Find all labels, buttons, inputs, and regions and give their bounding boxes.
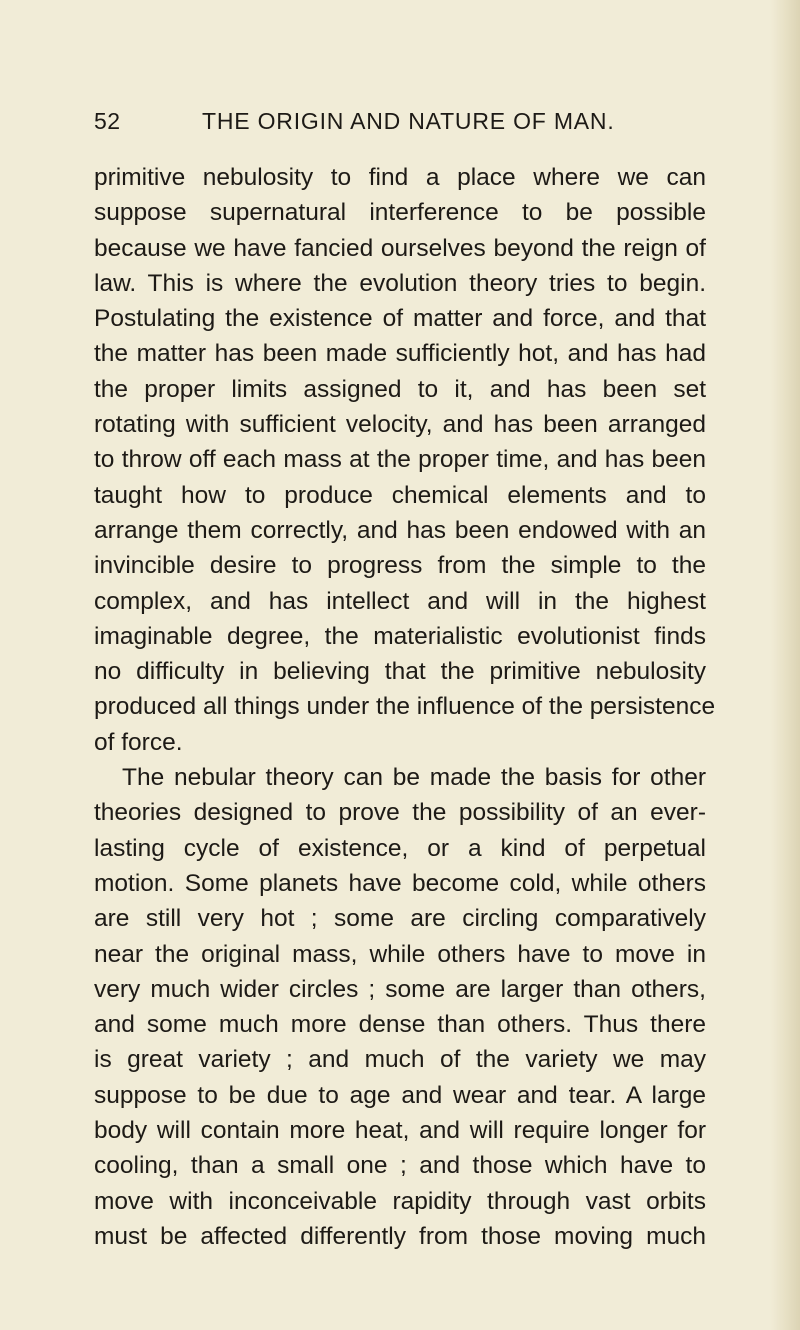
text-line: is great variety ; and much of the variety we may — [94, 1046, 706, 1074]
text-line: imaginable degree, the materialistic evolutionist finds — [94, 622, 706, 650]
running-title: THE ORIGIN AND NATURE OF MAN. — [202, 108, 615, 134]
body-text — [94, 160, 716, 1254]
text-line: suppose supernatural interference to be possible — [94, 199, 706, 227]
text-line: must be affected differently from those moving much — [94, 1222, 706, 1250]
text-line: arrange them correctly, and has been endowed with an — [94, 516, 706, 544]
text-line: suppose to be due to age and wear and tear. A large — [94, 1081, 706, 1109]
text-line: to throw off each mass at the proper time, and has been — [94, 446, 706, 474]
text-line: produced all things under the influence of the persistence — [94, 693, 716, 721]
text-line: no difficulty in believing that the primitive nebulosity — [94, 658, 706, 686]
text-line: lasting cycle of existence, or a kind of perpetual — [94, 834, 706, 862]
text-line: cooling, than a small one ; and those which have to — [94, 1152, 706, 1180]
running-head — [94, 108, 706, 144]
text-line: motion. Some planets have become cold, while others — [94, 869, 706, 897]
text-line: the proper limits assigned to it, and has been set — [94, 375, 706, 403]
text-line: complex, and has intellect and will in the highest — [94, 587, 706, 615]
text-line: of force. — [94, 728, 183, 756]
text-line: very much wider circles ; some are larger than others, — [94, 975, 706, 1003]
page-number: 52 — [94, 108, 121, 134]
text-line: and some much more dense than others. Thus there — [94, 1011, 706, 1039]
text-line: body will contain more heat, and will require longer for — [94, 1117, 706, 1145]
text-line: primitive nebulosity to find a place where we can — [94, 164, 706, 191]
text-line: taught how to produce chemical elements and to — [94, 481, 706, 509]
text-line: rotating with sufficient velocity, and has been arranged — [94, 411, 706, 439]
text-line: invincible desire to progress from the simple to the — [94, 552, 706, 580]
text-line: theories designed to prove the possibility of an ever- — [94, 799, 706, 827]
text-line: the matter has been made sufficiently hot, and has had — [94, 340, 706, 368]
text-line: near the original mass, while others have to move in — [94, 940, 706, 968]
text-line: law. This is where the evolution theory tries to begin. — [94, 269, 706, 297]
text-line: The nebular theory can be made the basis for other — [122, 764, 706, 792]
text-line: move with inconceivable rapidity through vast orbits — [94, 1187, 706, 1215]
text-line: are still very hot ; some are circling comparatively — [94, 905, 706, 933]
text-line: because we have fancied ourselves beyond the reign of — [94, 234, 706, 262]
text-line: Postulating the existence of matter and force, and that — [94, 305, 706, 333]
